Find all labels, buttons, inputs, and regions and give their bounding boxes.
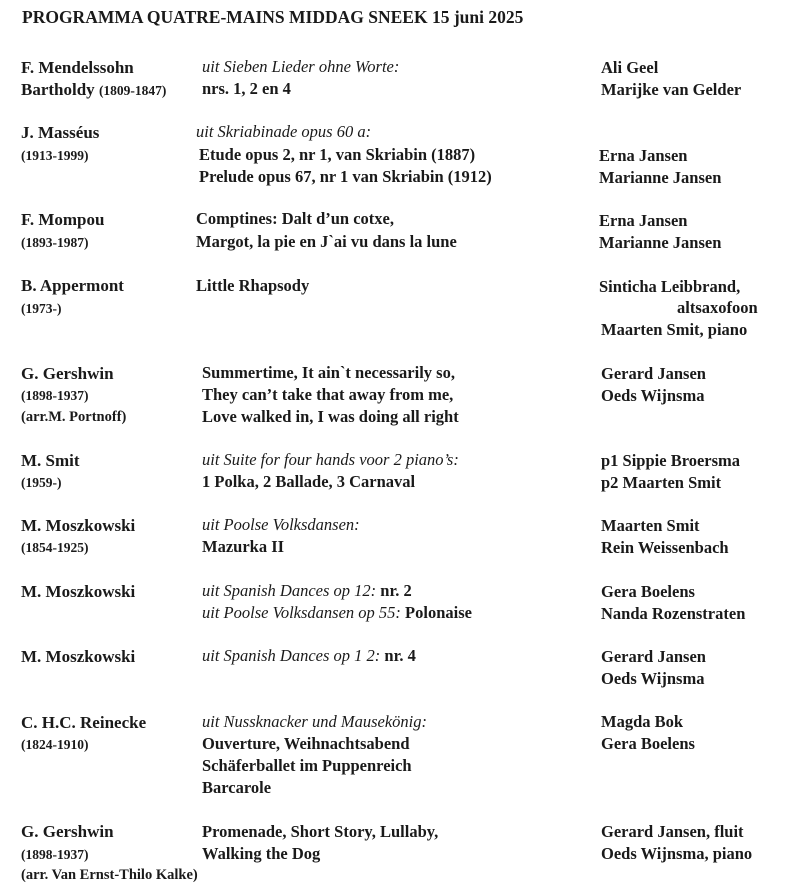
work-title: Promenade, Short Story, Lullaby, <box>202 822 439 841</box>
work-title: nrs. 1, 2 en 4 <box>202 79 291 98</box>
composer-years: (1854-1925) <box>21 540 89 555</box>
work-title: Love walked in, I was doing all right <box>202 407 459 426</box>
performer: Maarten Smit, piano <box>601 320 748 339</box>
performer: Sinticha Leibbrand, <box>599 277 741 296</box>
composer-years: (1898-1937) <box>21 388 89 403</box>
performer: Erna Jansen <box>599 211 688 230</box>
arranger: (arr.M. Portnoff) <box>21 409 127 425</box>
performer: Erna Jansen <box>599 146 688 165</box>
work-heading: uit Nussknacker und Mausekönig: <box>202 712 427 731</box>
work-heading: uit Sieben Lieder ohne Worte: <box>202 57 400 76</box>
composer-name: M. Smit <box>21 451 80 470</box>
work-title: Etude opus 2, nr 1, van Skriabin (1887) <box>199 145 476 164</box>
work-title: Barcarole <box>202 778 272 797</box>
composer-name: C. H.C. Reinecke <box>21 713 147 732</box>
composer-name: J. Masséus <box>21 123 100 142</box>
performer: Magda Bok <box>601 712 684 731</box>
work-title: Little Rhapsody <box>196 276 310 295</box>
performer: Oeds Wijnsma <box>601 669 705 688</box>
performer: Nanda Rozenstraten <box>601 604 746 623</box>
performer: p1 Sippie Broersma <box>601 451 741 470</box>
work-title: Summertime, It ain`t necessarily so, <box>202 363 455 382</box>
composer-name: B. Appermont <box>21 276 124 295</box>
composer-name: G. Gershwin <box>21 364 114 383</box>
work-title: uit Poolse Volksdansen op 55: Polonaise <box>202 603 472 622</box>
composer-name: G. Gershwin <box>21 822 114 841</box>
arranger: (arr. Van Ernst-Thilo Kalke) <box>21 867 198 883</box>
composer-name: M. Moszkowski <box>21 516 136 535</box>
composer-years: (1893-1987) <box>21 235 89 250</box>
work-title: Comptines: Dalt d’un cotxe, <box>196 209 394 228</box>
performer: Marianne Jansen <box>599 168 722 187</box>
work-heading: uit Poolse Volksdansen: <box>202 515 360 534</box>
performer: Gerard Jansen, fluit <box>601 822 744 841</box>
work-title: uit Spanish Dances op 1 2: nr. 4 <box>202 646 416 665</box>
composer-name: Bartholdy (1809-1847) <box>21 80 167 99</box>
composer-years: (1973-) <box>21 301 62 316</box>
work-title: Walking the Dog <box>202 844 321 863</box>
composer-name: M. Moszkowski <box>21 647 136 666</box>
performer-instrument: altsaxofoon <box>677 298 758 317</box>
composer-years: (1809-1847) <box>98 83 167 98</box>
composer-name: M. Moszkowski <box>21 582 136 601</box>
composer-years: (1898-1937) <box>21 847 89 862</box>
performer: Gera Boelens <box>601 582 695 601</box>
work-title: 1 Polka, 2 Ballade, 3 Carnaval <box>202 472 416 491</box>
composer-years: (1824-1910) <box>21 737 89 752</box>
work-title: Ouverture, Weihnachtsabend <box>202 734 410 753</box>
work-title: Schäferballet im Puppenreich <box>202 756 412 775</box>
performer: Marijke van Gelder <box>601 80 742 99</box>
performer: p2 Maarten Smit <box>601 473 722 492</box>
performer: Rein Weissenbach <box>601 538 729 557</box>
work-heading: uit Skriabinade opus 60 a: <box>196 122 372 141</box>
work-title: uit Spanish Dances op 12: nr. 2 <box>202 581 412 600</box>
performer: Gera Boelens <box>601 734 695 753</box>
performer: Ali Geel <box>601 58 659 77</box>
performer: Marianne Jansen <box>599 233 722 252</box>
performer: Gerard Jansen <box>601 364 706 383</box>
page-title: PROGRAMMA QUATRE-MAINS MIDDAG SNEEK 15 juni 2025 <box>22 7 524 27</box>
work-title: Mazurka II <box>202 537 285 556</box>
composer-name: F. Mompou <box>21 210 105 229</box>
composer-name: F. Mendelssohn <box>21 58 134 77</box>
work-heading: uit Suite for four hands voor 2 piano’s: <box>202 450 459 469</box>
performer: Oeds Wijnsma <box>601 386 705 405</box>
performer: Gerard Jansen <box>601 647 706 666</box>
composer-years: (1913-1999) <box>21 148 89 163</box>
composer-years: (1959-) <box>21 475 62 490</box>
performer: Maarten Smit <box>601 516 700 535</box>
work-title: Margot, la pie en J`ai vu dans la lune <box>196 232 457 251</box>
performer: Oeds Wijnsma, piano <box>601 844 753 863</box>
work-title: Prelude opus 67, nr 1 van Skriabin (1912) <box>199 167 492 186</box>
work-title: They can’t take that away from me, <box>202 385 454 404</box>
